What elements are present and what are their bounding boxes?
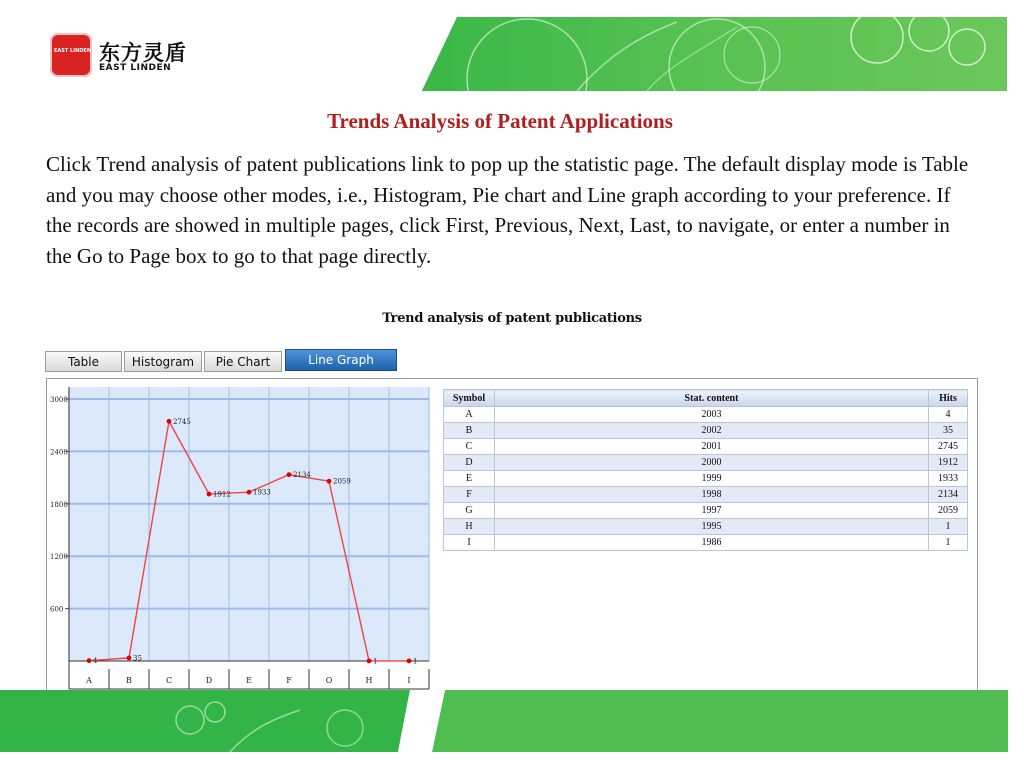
data-label: 1933 bbox=[253, 488, 271, 497]
x-tick-label: A bbox=[86, 676, 92, 685]
cell-content: 2001 bbox=[495, 439, 929, 455]
cell-hits: 35 bbox=[929, 423, 968, 439]
cell-content: 1995 bbox=[495, 519, 929, 535]
data-point bbox=[247, 490, 252, 495]
cell-content: 2003 bbox=[495, 407, 929, 423]
cell-symbol: E bbox=[444, 471, 495, 487]
cell-symbol: A bbox=[444, 407, 495, 423]
header-hits: Hits bbox=[929, 390, 968, 407]
x-tick-label: E bbox=[246, 676, 252, 685]
cell-symbol: B bbox=[444, 423, 495, 439]
cell-symbol: H bbox=[444, 519, 495, 535]
cell-content: 1997 bbox=[495, 503, 929, 519]
tab-histogram[interactable]: Histogram bbox=[124, 351, 202, 372]
cell-hits: 2134 bbox=[929, 487, 968, 503]
cell-hits: 2059 bbox=[929, 503, 968, 519]
footer-decoration bbox=[0, 690, 1024, 768]
data-point bbox=[207, 492, 212, 497]
y-tick-label: 600 bbox=[50, 605, 64, 614]
x-tick-label: H bbox=[365, 676, 373, 685]
data-label: 4 bbox=[93, 657, 98, 666]
cell-hits: 4 bbox=[929, 407, 968, 423]
data-point bbox=[367, 659, 372, 664]
tab-table[interactable]: Table bbox=[45, 351, 122, 372]
tab-pie-chart[interactable]: Pie Chart bbox=[204, 351, 282, 372]
x-tick-label: I bbox=[407, 676, 411, 685]
logo-mark-text: EAST LINDEN bbox=[54, 48, 92, 54]
cell-symbol: G bbox=[444, 503, 495, 519]
cell-hits: 1933 bbox=[929, 471, 968, 487]
x-tick-label: C bbox=[165, 676, 173, 685]
data-point bbox=[407, 659, 412, 664]
cell-content: 2000 bbox=[495, 455, 929, 471]
cell-hits: 1 bbox=[929, 535, 968, 551]
tab-line-graph[interactable]: Line Graph bbox=[285, 349, 397, 371]
cell-hits: 1 bbox=[929, 519, 968, 535]
data-point bbox=[287, 472, 292, 477]
table-row bbox=[444, 535, 968, 551]
logo-chinese-name: 东方灵盾 bbox=[99, 40, 187, 65]
statistics-panel bbox=[46, 378, 978, 698]
data-label: 2745 bbox=[173, 417, 191, 426]
cell-symbol: F bbox=[444, 487, 495, 503]
table-row bbox=[444, 455, 968, 471]
cell-hits: 1912 bbox=[929, 455, 968, 471]
cell-content: 1998 bbox=[495, 487, 929, 503]
data-point bbox=[87, 658, 92, 663]
table-row bbox=[444, 439, 968, 455]
data-label: 1 bbox=[373, 657, 378, 666]
data-point bbox=[327, 479, 332, 484]
y-tick-label: 1800 bbox=[50, 500, 68, 509]
data-label: 35 bbox=[133, 654, 142, 663]
x-tick-label: D bbox=[205, 676, 213, 685]
data-point bbox=[127, 656, 132, 661]
statistics-table bbox=[443, 389, 968, 551]
cell-symbol: I bbox=[444, 535, 495, 551]
y-tick-label: 3000 bbox=[50, 396, 68, 404]
header-stat-content: Stat. content bbox=[495, 390, 929, 407]
slide-title: Trends Analysis of Patent Applications bbox=[327, 109, 673, 133]
table-row bbox=[444, 503, 968, 519]
x-tick-label: B bbox=[126, 676, 132, 685]
table-row bbox=[444, 407, 968, 423]
table-header-row bbox=[444, 390, 968, 407]
x-tick-label: O bbox=[325, 676, 333, 685]
y-tick-label: 1200 bbox=[50, 553, 68, 562]
table-row bbox=[444, 423, 968, 439]
header-banner bbox=[17, 17, 1007, 91]
header-symbol: Symbol bbox=[444, 390, 495, 407]
logo-english-name: EAST LINDEN bbox=[99, 63, 172, 73]
data-label: 1912 bbox=[213, 490, 231, 499]
table-row bbox=[444, 487, 968, 503]
data-point bbox=[167, 419, 172, 424]
y-tick-label: 2400 bbox=[50, 448, 68, 457]
data-label: 2059 bbox=[333, 477, 351, 486]
line-chart bbox=[47, 379, 437, 697]
x-tick-label: F bbox=[286, 676, 292, 685]
cell-content: 1999 bbox=[495, 471, 929, 487]
plot-area bbox=[69, 387, 429, 661]
instructions-text: Click Trend analysis of patent publications link to pop up the statistic page. The default display mode is Table and you may choose other modes, i.e., Histogram, Pie chart and Line graph according to your preference. If the records are showed in multiple pages, click First, Previous, Next, Last, to navigate, or enter a number in the Go to Page box to go to that page directly. bbox=[46, 152, 969, 268]
cell-symbol: D bbox=[444, 455, 495, 471]
chart-heading: Trend analysis of patent publications bbox=[382, 311, 642, 326]
cell-content: 2002 bbox=[495, 423, 929, 439]
data-label: 1 bbox=[413, 657, 418, 666]
cell-symbol: C bbox=[444, 439, 495, 455]
table-row bbox=[444, 519, 968, 535]
data-label: 2134 bbox=[293, 471, 311, 480]
cell-content: 1986 bbox=[495, 535, 929, 551]
cell-hits: 2745 bbox=[929, 439, 968, 455]
table-row bbox=[444, 471, 968, 487]
company-logo bbox=[50, 33, 92, 77]
